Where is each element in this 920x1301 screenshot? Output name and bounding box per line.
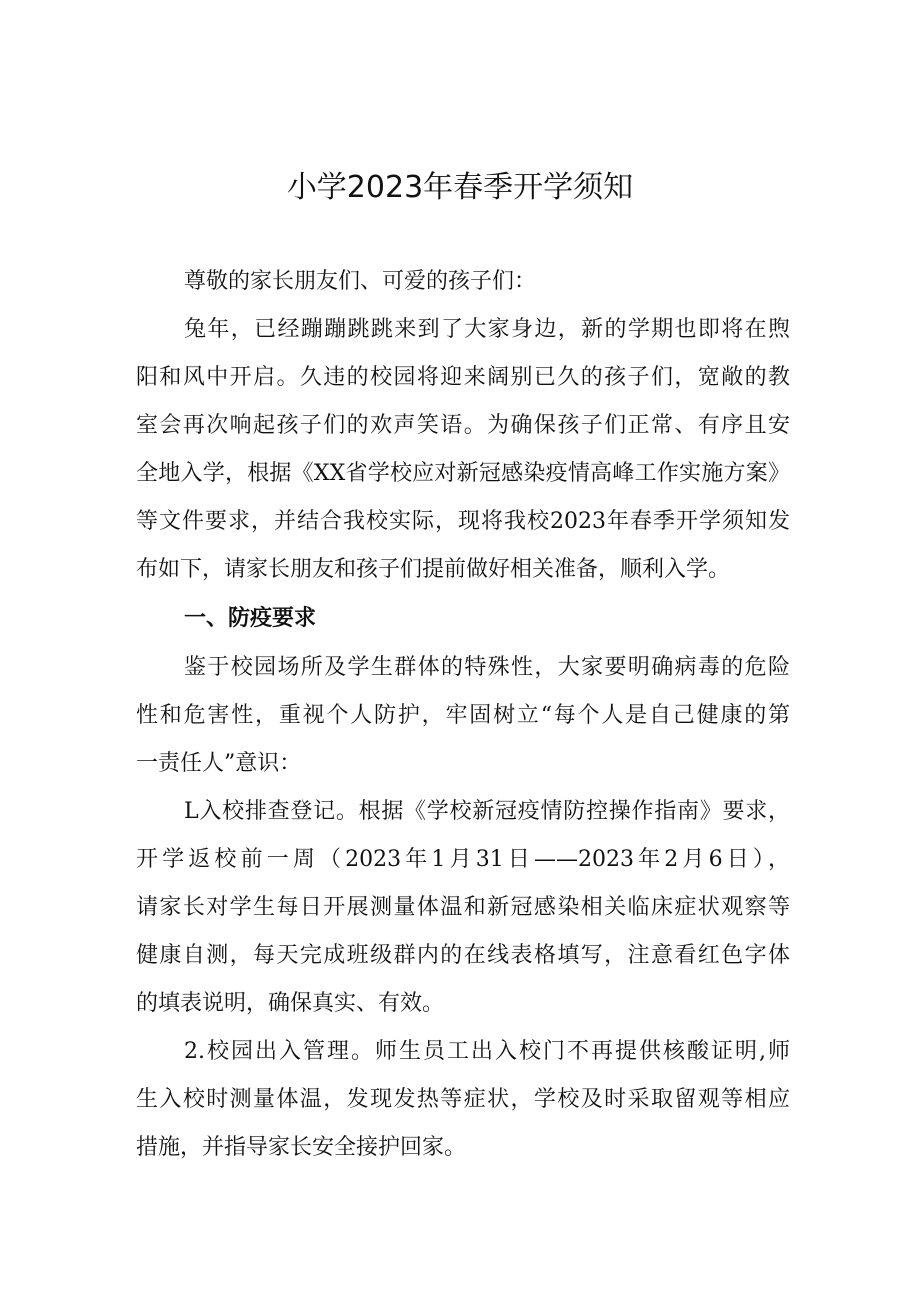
paragraph-line: 室会再次响起孩子们的欢声笑语。为确保孩子们正常、有序且安 [136,413,790,438]
paragraph-line: 的填表说明，确保真实、有效。 [136,991,445,1016]
paragraph [136,1028,790,1172]
paragraph-line: 等文件要求，并结合我校实际，现将我校2023年春季开学须知发 [136,509,790,534]
paragraph [136,788,790,1028]
paragraph-line: 请家长对学生每日开展测量体温和新冠感染相关临床症状观察等 [136,895,790,920]
paragraph [136,644,790,788]
paragraph [136,258,790,306]
paragraph-line: 一责任人”意识： [136,751,302,776]
paragraph-line: 措施，并指导家长安全接护回家。 [136,1135,467,1160]
paragraph-line: 阳和风中开启。久违的校园将迎来阔别已久的孩子们，宽敞的教 [136,365,790,390]
paragraph-line: 布如下，请家长朋友和孩子们提前做好相关准备，顺利入学。 [136,557,731,582]
paragraph-line: 兔年，已经蹦蹦跳跳来到了大家身边，新的学期也即将在煦 [184,317,790,342]
paragraph-line: 鉴于校园场所及学生群体的特殊性，大家要明确病毒的危险 [184,655,790,680]
paragraph-line: 全地入学，根据《XX省学校应对新冠感染疫情高峰工作实施方案》 [136,461,790,486]
paragraph-line: L入校排查登记。根据《学校新冠疫情防控操作指南》要求， [184,799,790,824]
section-heading [136,594,790,644]
document-title: 小学2023年春季开学须知 [286,170,634,205]
paragraph-line: 性和危害性，重视个人防护，牢固树立“每个人是自己健康的第 [136,703,790,728]
paragraph [136,306,790,594]
paragraph-line: 生入校时测量体温，发现发热等症状，学校及时采取留观等相应 [136,1087,790,1112]
paragraph-line: 2.校园出入管理。师生员工出入校门不再提供核酸证明,师 [184,1039,790,1064]
heading-text: 一、防疫要求 [184,606,317,631]
paragraph-line: 开学返校前一周（2023年1月31日——2023年2月6日）， [136,847,790,872]
document-body [136,258,790,1172]
paragraph-line: 尊敬的家长朋友们、可爱的孩子们： [184,269,537,294]
paragraph-line: 健康自测，每天完成班级群内的在线表格填写，注意看红色字体 [136,943,790,968]
